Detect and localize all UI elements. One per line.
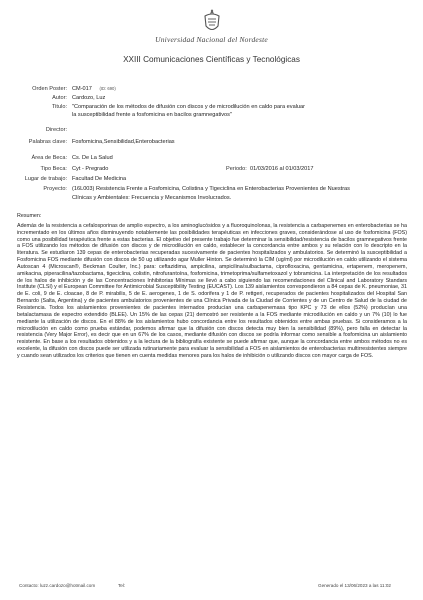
- resumen-text: Además de la resistencia a cefalosporinas de amplio espectro, a los aminoglucósidos y a fluoroquinolonas, la resistencia a carbapenemes en enterobacterias se ha incrementado en los últimos años disminuyendo notablemente las posibilidades terapéuticas en infecciones graves, considerándose al uso de fosfomicina (FOS) como una posibilidad terapéutica frente a estas bacterias. El objetivo del presente trabajo fue determinar la sensibilidad/resistencia de bacilos gramnegativos frente a FOS utilizando los métodos de difusión con discos y de microdilución en caldo, establecer la concordancia entre ambos y su relación con lo descripto en la literatura. Se estudiaron 139 cepas de enterobacterias recuperadas sucesivamente de pacientes hospitalizados y ambulatorios. Se determinó la susceptibilidad a Fosfomicina FOS mediante difusión con discos de 50 ug utilizando agar Muller Hinton. Se determinó la CIM (ug/ml) por microdilución en caldo utilizando el sistema Autoscan 4 (Microscan®, Beckman Coulter, Inc.) para: ceftazidima, ampicilina, ampicilina/sulbactama, ciprofloxacina, gentamicina, ertapenem, meropenem, amikacina, piperacilina/tazobactama, tigeciclina, colistin, nitrofurantoína, fosfomicina, trimetoprima/sulfametoxazol y tobramicina. La interpretación de los resultados de los halos de inhibición y de las Concentraciones Inhibitorias Mínimas se llevó a cabo siguiendo las recomendaciones del Clinical and Laboratory Standars Institute (CLSI) y el European Committee for Antimicrobial Susceptibility Testing (EUCAST). Los 139 aislamientos correspondieron a 84 cepas de K. pneumoniae, 31 de E. coli, 9 de E. cloacae, 8 de P. mirabilis, 5 de E. aerogenes, 1 de S. odorifera y 1 de P. rettgeri, recuperados de pacientes hospitalizados del Hospital San Bernardo (Salta, Argentina) y de pacientes ambulatorios provenientes de una Clínica Privada de la Ciudad de Corrientes y de un Centro de Salud de la ciudad de Resistencia. Todos los aislamientos provenientes de pacientes internados producían una carbapenemasa tipo KPC y 73 de ellos (52%) producían una betalactamasa de espectro extendido (BLEE). Un 15% de las cepas (21) demostró ser resistente a la FOS mediante microdilución en caldo y un 7% (10) lo fue mediante la utilización de discos. En el 88% de los aislamientos hubo concordancia entre los resultados obtenidos entre ambas pruebas. Si consideramos a la microdilución en caldo como prueba estándar, podemos afirmar que la difusión con discos detecta muy bien la sensibilidad (89%), pero falla en detectar la resistencia (Very Major Error), es decir que en un 67% de los casos, mediante difusión con discos se podría informar como sensible a fosfomicina un aislamiento resistente. En base a los resultados obtenidos y a la lectura de la bibliografía existente se puede afirmar que, aunque la concordancia entre ambos métodos no es excelente, la difusión con discos puede ser utilizada rutinariamente para evaluar la sensibilidad a FOS en aislamientos de enterobacterias multirresistentes siempre y cuando sean utilizados los criterios que tienen en cuenta medidas menores para los halos de inhibición o utilizando discos con mayor carga de FOS.: [17, 222, 407, 359]
- titulo-value-line-2: la susceptibilidad frente a fosfomicina en bacilos gramnegativos": [72, 112, 232, 118]
- area-beca-value: Cs. De La Salud: [72, 155, 113, 161]
- autor-label: Autor:: [52, 95, 67, 101]
- orden-poster-label: Orden Poster:: [32, 86, 67, 92]
- periodo-value: 01/03/2016 al 01/03/2017: [250, 166, 314, 172]
- resumen-heading: Resumen:: [17, 213, 42, 219]
- autor-value: Cardozo, Luz: [72, 95, 106, 101]
- orden-poster-value: [72, 86, 116, 92]
- titulo-value-line-1: "Comparación de los métodos de difusión con discos y de microdilución en caldo para evaluar: [72, 104, 306, 110]
- footer-generado: Generado el 13/06/2023 a las 11:02: [318, 583, 391, 588]
- titulo-label: Titulo:: [51, 104, 67, 110]
- footer-contacto: Contacto: luzz.cardozo@hotmail.com: [19, 583, 96, 588]
- resumen-section: [17, 213, 407, 360]
- proyecto-label: Proyecto:: [43, 186, 67, 192]
- proyecto-value-line-2: Clínicas y Ambientales: Frecuencia y Mecanismos Involucrados.: [72, 195, 232, 201]
- tipo-beca-value: Cyt - Pregrado: [72, 166, 109, 172]
- orden-poster-code: CM-017: [72, 86, 92, 92]
- footer-tel: Tel:: [118, 583, 126, 588]
- tipo-beca-label: Tipo Beca:: [40, 166, 67, 172]
- university-name: Universidad Nacional del Nordeste: [155, 35, 268, 44]
- university-logo: [0, 8, 423, 44]
- palabras-clave-label: Palabras clave:: [28, 139, 67, 145]
- university-crest-icon: [201, 8, 223, 34]
- area-beca-label: Área de Beca:: [31, 155, 67, 161]
- periodo-label: Periodo:: [226, 166, 247, 172]
- lugar-trabajo-label: Lugar de trabajo:: [24, 176, 67, 182]
- orden-poster-id: (ID: 690): [99, 86, 116, 91]
- lugar-trabajo-value: Facultad De Medicina: [72, 176, 127, 182]
- proyecto-value-line-1: (16L003) Resistencia Frente a Fosfomicina, Colistina y Tigeciclina en Enterobacterias Provenientes de Nuestras: [72, 186, 350, 192]
- conference-title: XXIII Comunicaciones Científicas y Tecnológicas: [123, 55, 300, 64]
- director-label: Director:: [45, 127, 67, 133]
- palabras-clave-value: Fosfomicina,Sensibilidad,Enterobacterias: [72, 139, 175, 145]
